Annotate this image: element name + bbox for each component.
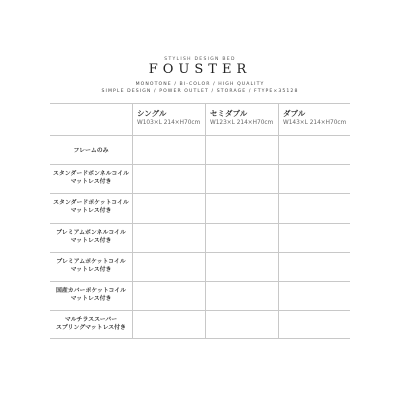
row-label-line2: マットレス付き [70,179,112,185]
row-label-line1: スタンダードボンネルコイル [53,171,129,177]
column-size: W143×L 214×H70cm [283,120,347,126]
row-label-line1: マルチラススーパー [64,317,118,323]
table-divider [205,103,206,339]
row-label-premium-pocket [50,258,132,274]
row-label-domestic-pocket [50,287,132,303]
brand-title: FOUSTER [148,62,252,77]
table-divider [50,193,350,194]
column-name: シングル [137,109,167,118]
row-label-line2: マットレス付き [70,296,112,302]
table-divider [50,135,350,136]
row-label-frame-only [50,147,132,155]
row-label-line1: 国産カバーポケットコイル [56,288,126,294]
row-label-line1: フレームのみ [73,148,109,154]
table-divider [50,103,350,104]
row-label-standard-bonnell [50,170,132,186]
row-label-line2: マットレス付き [70,267,112,273]
row-label-premium-bonnell [50,229,132,245]
row-label-multi-spring [50,316,132,332]
price-table [50,103,350,339]
subtitle-line-1: MONOTONE / BI-COLOR / HIGH QUALITY [135,82,265,87]
row-label-line2: マットレス付き [70,238,112,244]
row-label-line2: スプリングマットレス付き [56,325,126,331]
column-header-semi-double [210,109,282,128]
column-name: ダブル [283,109,306,118]
table-divider [278,103,279,339]
table-divider [50,223,350,224]
subtitle-line-2: SIMPLE DESIGN / POWER OUTLET / STORAGE / FTYPE×35128 [101,89,299,94]
table-divider [50,252,350,253]
tagline: STYLISH DESIGN BED [164,57,236,62]
column-header-double [283,109,355,128]
row-label-standard-pocket [50,199,132,215]
table-divider [50,281,350,282]
row-label-line1: プレミアムボンネルコイル [56,230,126,236]
table-divider [132,103,133,339]
table-divider [50,164,350,165]
row-label-line2: マットレス付き [70,208,112,214]
table-divider [50,338,350,339]
column-size: W123×L 214×H70cm [210,120,274,126]
column-name: セミダブル [210,109,248,118]
row-label-line1: スタンダードポケットコイル [53,200,129,206]
column-header-single [137,109,209,128]
table-divider [50,310,350,311]
row-label-line1: プレミアムポケットコイル [56,259,126,265]
column-size: W103×L 214×H70cm [137,120,201,126]
